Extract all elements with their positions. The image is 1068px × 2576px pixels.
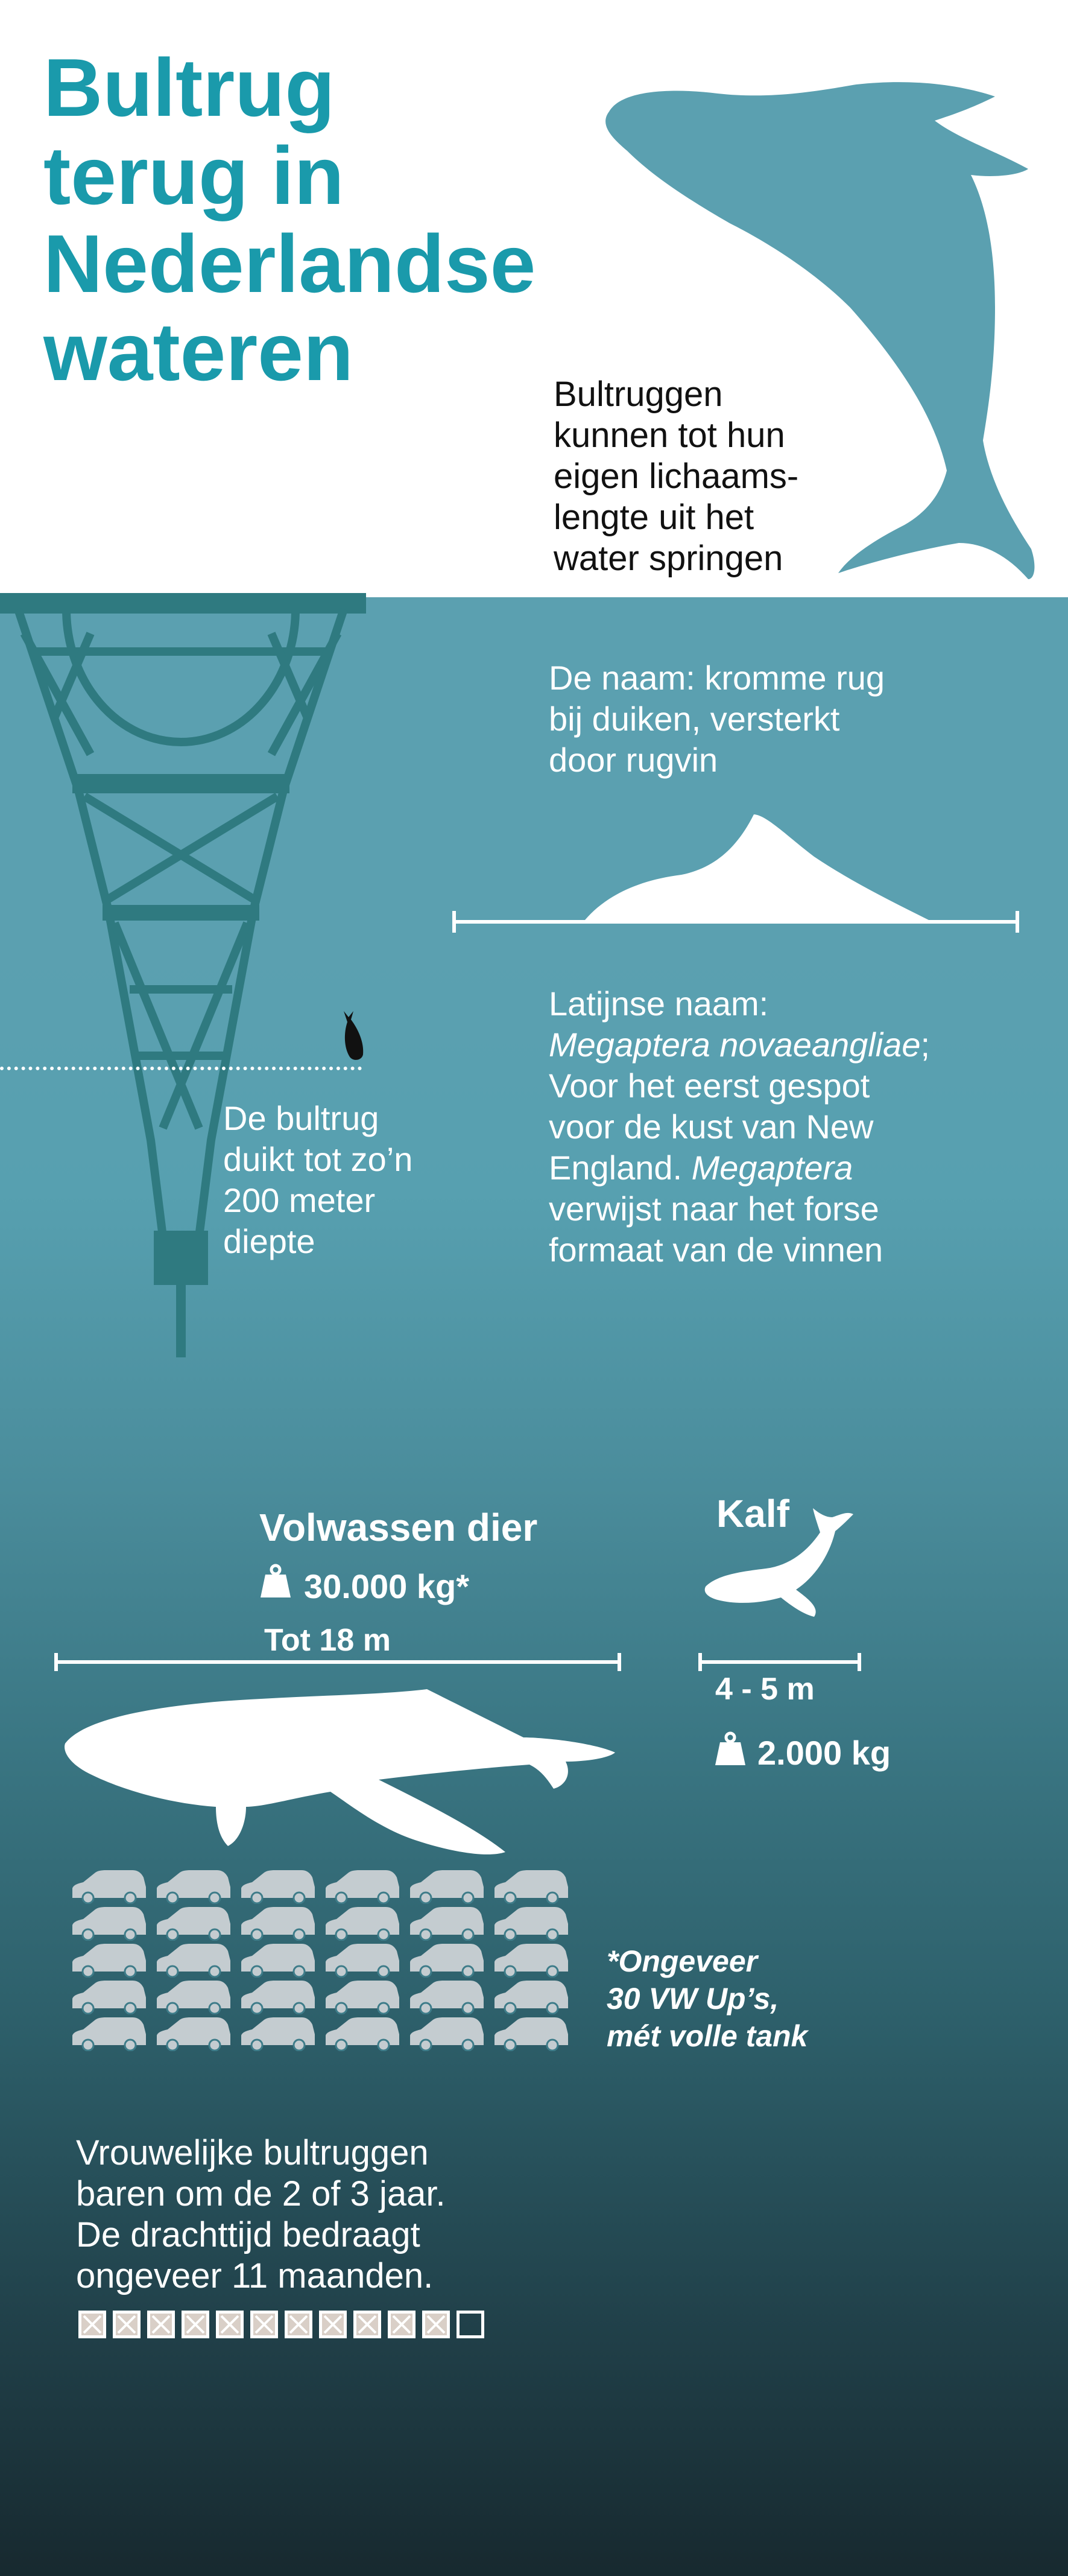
- calf-length: 4 - 5 m: [715, 1672, 815, 1707]
- car-icon: [239, 2016, 317, 2051]
- car-icon: [492, 1943, 570, 1978]
- car-icon: [154, 1943, 233, 1978]
- month-box-marked: [422, 2311, 450, 2338]
- jump-caption-line: water springen: [554, 539, 783, 578]
- month-box-marked: [182, 2311, 209, 2338]
- latin-species: Megaptera novaeangliae: [549, 1026, 921, 1064]
- dive-caption: [223, 1098, 412, 1262]
- jump-caption-line: lengte uit het: [554, 498, 754, 537]
- adult-whale-illustration: [65, 1683, 620, 1864]
- dive-caption-line: duikt tot zo’n: [223, 1140, 413, 1178]
- car-icon: [492, 2016, 570, 2051]
- month-box-empty: [457, 2311, 484, 2338]
- latin-line: formaat van de vinnen: [549, 1231, 883, 1269]
- latin-label: Latijnse naam:: [549, 985, 769, 1023]
- car-icon: [492, 1906, 570, 1941]
- pregnancy-line: De drachttijd bedraagt: [76, 2215, 420, 2254]
- latin-species-line: [549, 1024, 930, 1065]
- title-line-1: Bultrug: [43, 42, 335, 133]
- adult-length: Tot 18 m: [264, 1623, 391, 1658]
- title-line-2: terug in: [43, 130, 344, 221]
- name-caption: [549, 658, 885, 781]
- title-line-3: Nederlandse: [43, 218, 536, 309]
- month-box-marked: [250, 2311, 278, 2338]
- calf-whale-illustration: [706, 1502, 856, 1623]
- latin-line: voor de kust van New: [549, 1108, 874, 1146]
- car-icon: [323, 1906, 402, 1941]
- car-icon: [154, 1869, 233, 1904]
- car-icon: [239, 1869, 317, 1904]
- jump-caption-line: eigen lichaams-: [554, 457, 799, 496]
- pregnancy-text: [76, 2133, 446, 2297]
- car-icon: [492, 1869, 570, 1904]
- cars-note-line: mét volle tank: [607, 2019, 808, 2053]
- latin-name-caption: [549, 983, 930, 1271]
- diving-whale-icon: [335, 1009, 367, 1062]
- pregnancy-line: baren om de 2 of 3 jaar.: [76, 2174, 446, 2213]
- car-icon: [408, 1906, 486, 1941]
- weight-icon: [715, 1731, 745, 1765]
- cars-note-line: *Ongeveer: [607, 1944, 758, 1978]
- car-icon: [239, 1943, 317, 1978]
- car-icon: [408, 1869, 486, 1904]
- car-icon: [323, 2016, 402, 2051]
- month-box-marked: [147, 2311, 175, 2338]
- car-icon: [323, 1869, 402, 1904]
- calf-weight: 2.000 kg: [757, 1734, 891, 1772]
- cars-note-line: 30 VW Up’s,: [607, 1982, 779, 2016]
- month-box-marked: [78, 2311, 106, 2338]
- adult-length-bar: [54, 1653, 621, 1671]
- latin-line-5: [549, 1147, 930, 1188]
- car-icon: [154, 1906, 233, 1941]
- latin-line-5-prefix: England.: [549, 1149, 692, 1187]
- adult-label: Volwassen dier: [259, 1506, 538, 1549]
- jump-caption: [554, 374, 798, 579]
- car-icon: [408, 1979, 486, 2014]
- car-icon: [70, 1979, 148, 2014]
- dive-caption-line: diepte: [223, 1222, 315, 1260]
- dotted-depth-line: [0, 1067, 362, 1070]
- whale-back-illustration: [452, 814, 1019, 935]
- jump-caption-line: kunnen tot hun: [554, 416, 785, 455]
- car-icon: [492, 1979, 570, 2014]
- name-caption-line: door rugvin: [549, 741, 718, 779]
- car-icon: [323, 1943, 402, 1978]
- calf-label: Kalf: [716, 1492, 789, 1535]
- page-title: [43, 43, 586, 396]
- car-icon: [323, 1979, 402, 2014]
- car-grid: [70, 1869, 578, 2056]
- car-icon: [408, 2016, 486, 2051]
- car-icon: [239, 1906, 317, 1941]
- latin-line: Voor het eerst gespot: [549, 1067, 870, 1105]
- month-box-marked: [216, 2311, 244, 2338]
- pregnancy-line: Vrouwelijke bultruggen: [76, 2133, 429, 2172]
- car-icon: [70, 2016, 148, 2051]
- pregnancy-line: ongeveer 11 maanden.: [76, 2256, 434, 2295]
- latin-line: verwijst naar het forse: [549, 1190, 879, 1228]
- title-line-4: wateren: [43, 306, 353, 398]
- car-icon: [239, 1979, 317, 2014]
- dive-caption-line: 200 meter: [223, 1181, 376, 1219]
- month-box-marked: [388, 2311, 416, 2338]
- jump-caption-line: Bultruggen: [554, 375, 723, 414]
- car-icon: [154, 1979, 233, 2014]
- name-caption-line: bij duiken, versterkt: [549, 700, 840, 738]
- car-icon: [408, 1943, 486, 1978]
- car-icon: [70, 1943, 148, 1978]
- adult-weight: 30.000 kg*: [304, 1567, 469, 1605]
- month-box-marked: [319, 2311, 347, 2338]
- cars-note: [607, 1943, 807, 2055]
- month-box-marked: [353, 2311, 381, 2338]
- dive-caption-line: De bultrug: [223, 1099, 379, 1137]
- month-box-marked: [113, 2311, 141, 2338]
- latin-genus: Megaptera: [691, 1149, 853, 1187]
- name-caption-line: De naam: kromme rug: [549, 659, 885, 697]
- latin-species-suffix: ;: [920, 1026, 931, 1064]
- car-icon: [70, 1906, 148, 1941]
- car-icon: [70, 1869, 148, 1904]
- weight-icon: [261, 1564, 291, 1597]
- car-icon: [154, 2016, 233, 2051]
- month-box-marked: [285, 2311, 312, 2338]
